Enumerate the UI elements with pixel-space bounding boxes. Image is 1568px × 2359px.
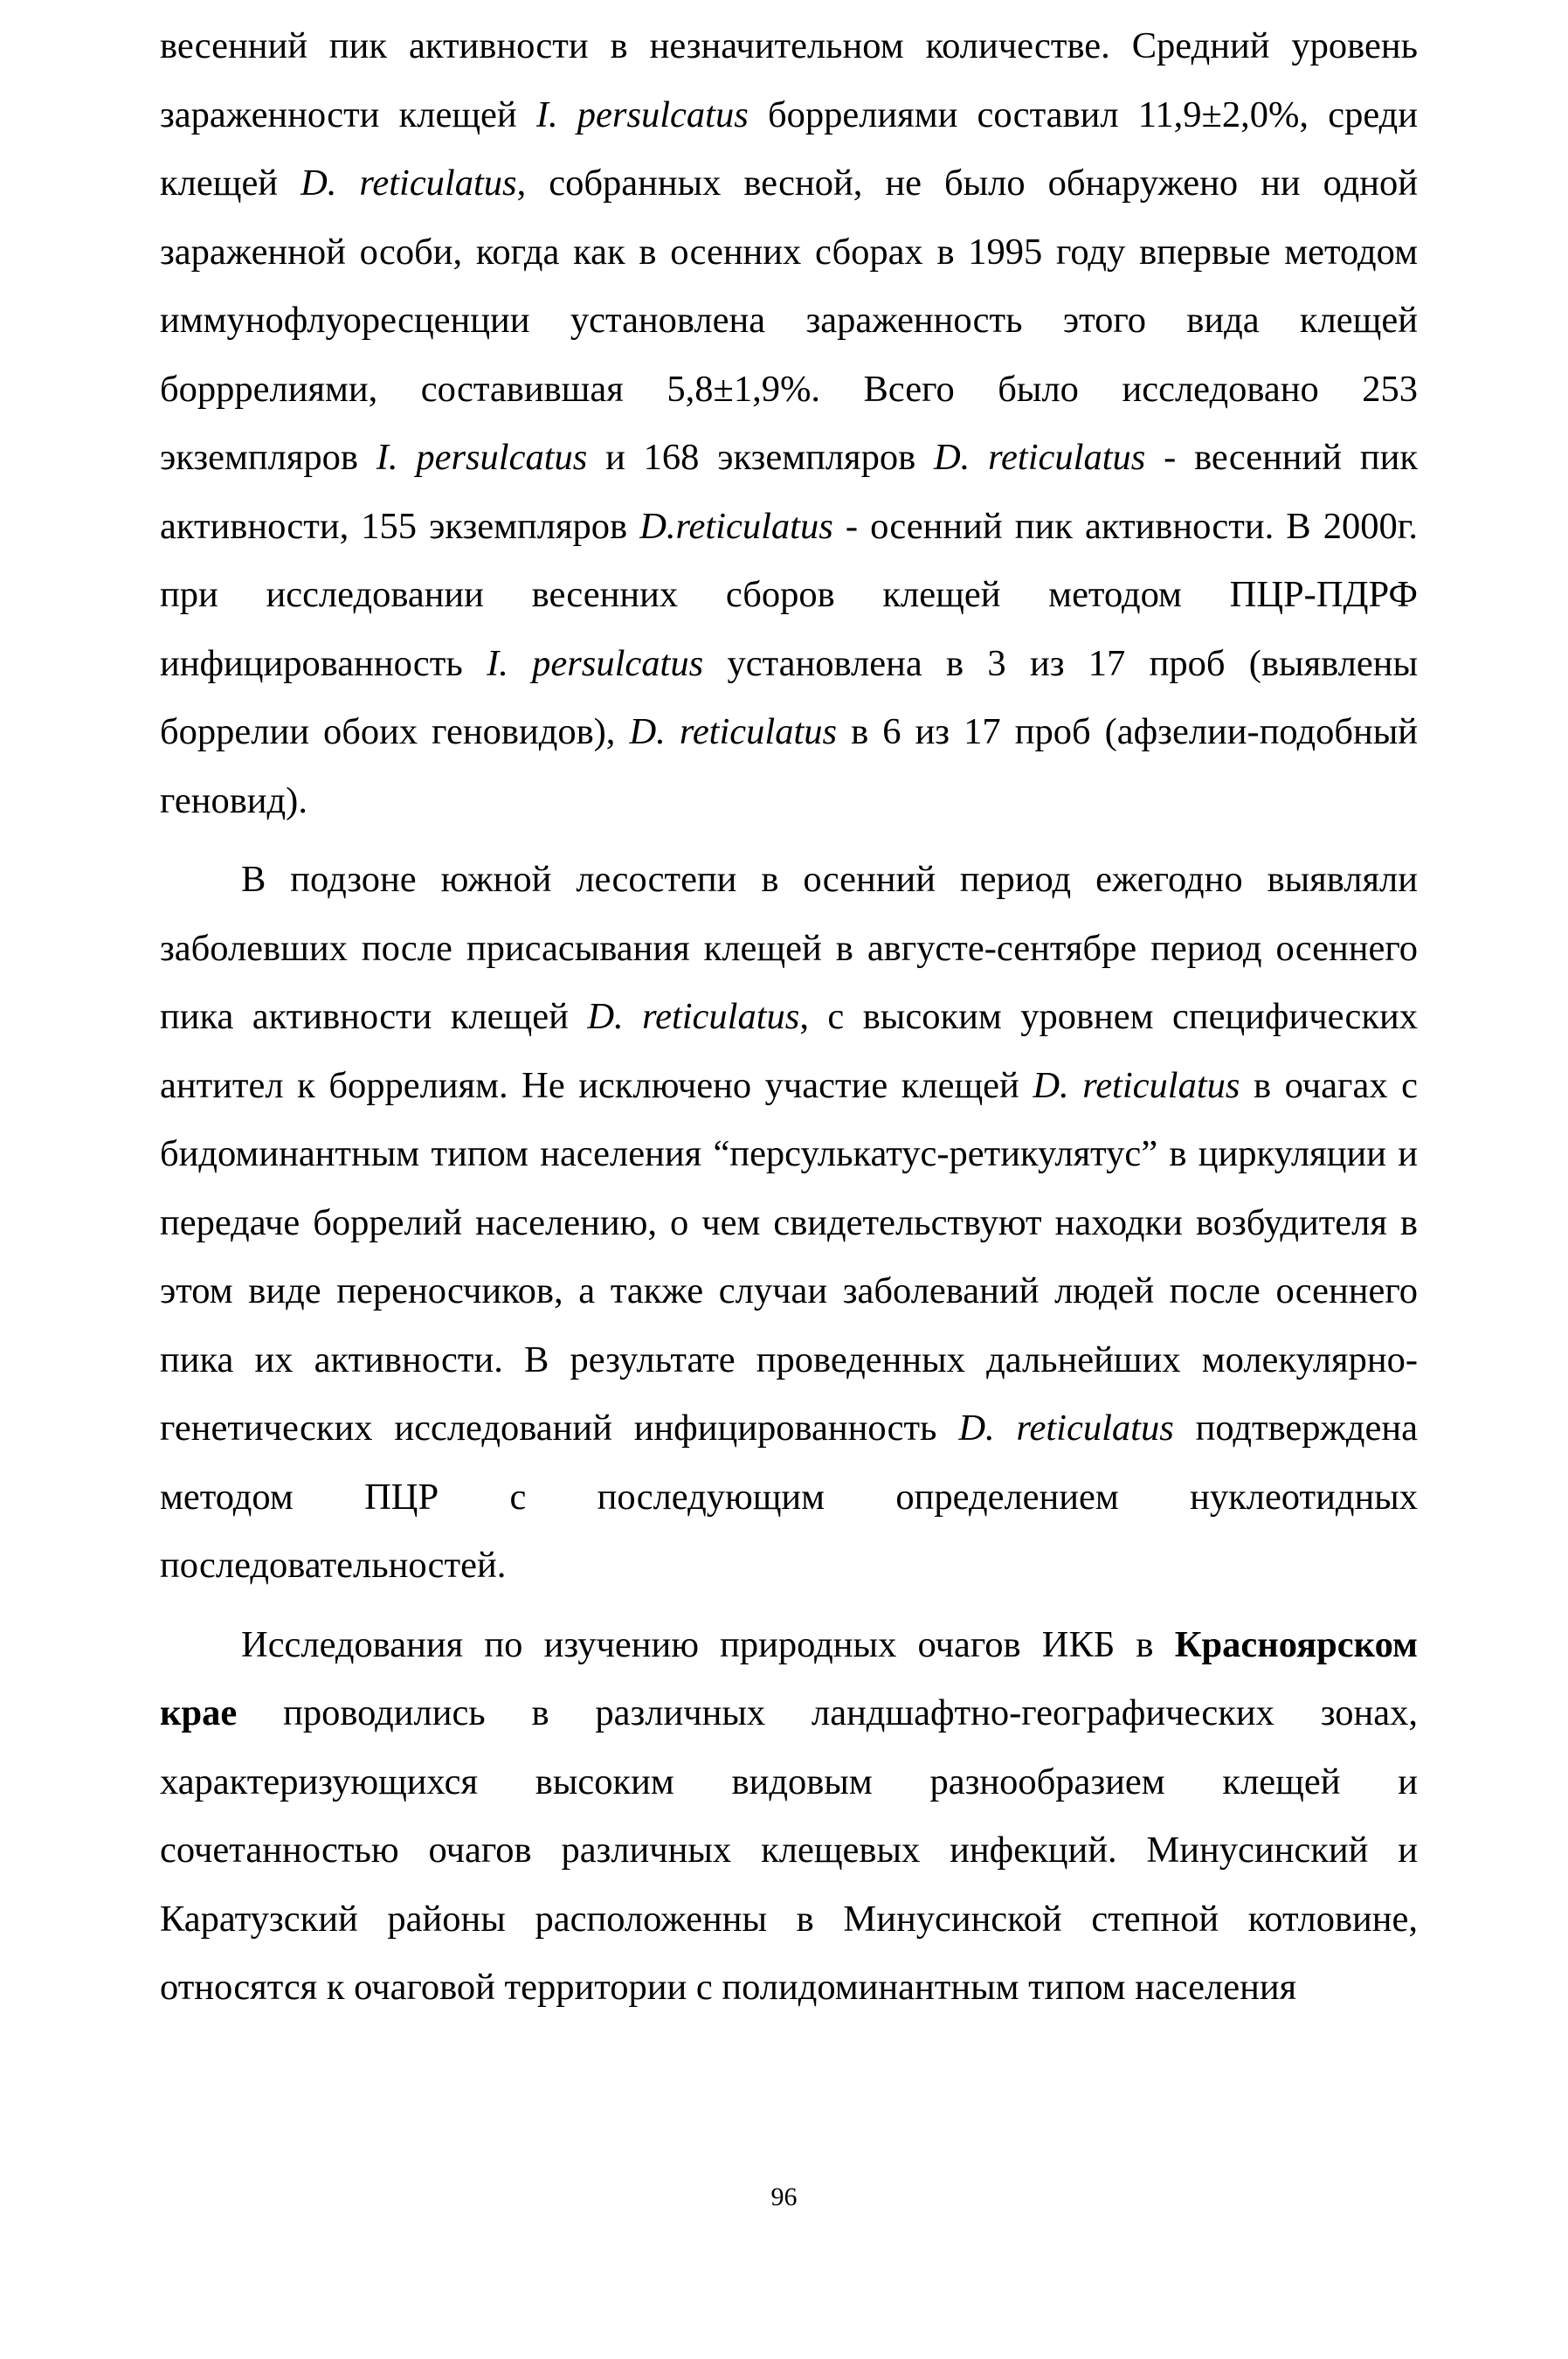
paragraph-3 (160, 1611, 1418, 2023)
text-segment: установлена в 3 из 17 проб (выявлены боррелии обоих геновидов), (160, 642, 1418, 752)
text-segment: - осенний пик активности. В 2000г. при исследовании весенних сборов клещей методом ПЦР-ПДРФ инфицированность (160, 505, 1419, 684)
text-segment: В подзоне южной лесостепи в осенний период ежегодно выявляли заболевших после присасывания клещей в августе-сентябре период осеннего пика активности клещей (160, 859, 1418, 1037)
species-name: D. reticulatus (958, 1408, 1174, 1449)
text-segment: , с высоким уровнем специфических антител к боррелиям. Не исключено участие клещей (160, 996, 1419, 1106)
paragraph-1 (160, 12, 1418, 835)
paragraph-2 (160, 846, 1418, 1601)
species-name: D.reticulatus (639, 505, 833, 547)
species-name: I. persulcatus (376, 437, 588, 478)
text-segment: боррелиями составил 11,9±2,0%, среди клещей (160, 93, 1418, 204)
species-name: D. reticulatus (1033, 1064, 1240, 1106)
text-segment: Исследования по изучению природных очагов ИКБ в (241, 1623, 1175, 1665)
species-name: D. reticulatus (629, 711, 838, 752)
species-name: I. persulcatus (535, 93, 749, 135)
species-name: D. reticulatus (933, 437, 1146, 478)
text-segment: в очагах с бидоминантным типом населения “персулькатус-ретикулятус” в циркуляции и передаче боррелий населению, о чем свидетельствуют находки возбудителя в этом виде переносчиков, а также случаи заболеваний людей после осеннего пика их активности. В результате проведенных дальнейших молекулярно-генетических исследований инфицированность (160, 1064, 1418, 1449)
document-page (160, 12, 1418, 2023)
emphasized-region: Красноярском крае (160, 1623, 1418, 1733)
text-segment: и 168 экземпляров (587, 437, 934, 478)
text-segment: - весенний пик активности, 155 экземпляров (160, 437, 1418, 547)
text-segment: в 6 из 17 проб (афзелии-подобный геновид). (160, 711, 1418, 821)
text-segment: весенний пик активности в незначительном количестве. Средний уровень зараженности клещей (160, 25, 1418, 135)
species-name: D. reticulatus (587, 996, 800, 1037)
text-segment: подтверждена методом ПЦР с последующим определением нуклеотидных последовательностей. (160, 1408, 1418, 1586)
species-name: D. reticulatus (300, 163, 517, 204)
text-segment: проводились в различных ландшафтно-географических зонах, характеризующихся высоким видовым разнообразием клещей и сочетанностью очагов различных клещевых инфекций. Минусинский и Каратузский районы расположенны в Минусинской степной котловине, относятся к очаговой территории с полидоминантным типом населения (160, 1692, 1418, 2008)
text-segment: , собранных весной, не было обнаружено ни одной зараженной особи, когда как в осенних сборах в 1995 году впервые методом иммунофлуоресценции установлена зараженность этого вида клещей борррелиями, составившая 5,8±1,9%. Всего было исследовано 253 экземпляров (160, 163, 1418, 478)
species-name: I. persulcatus (487, 642, 704, 684)
page-number: 96 (770, 2183, 798, 2211)
